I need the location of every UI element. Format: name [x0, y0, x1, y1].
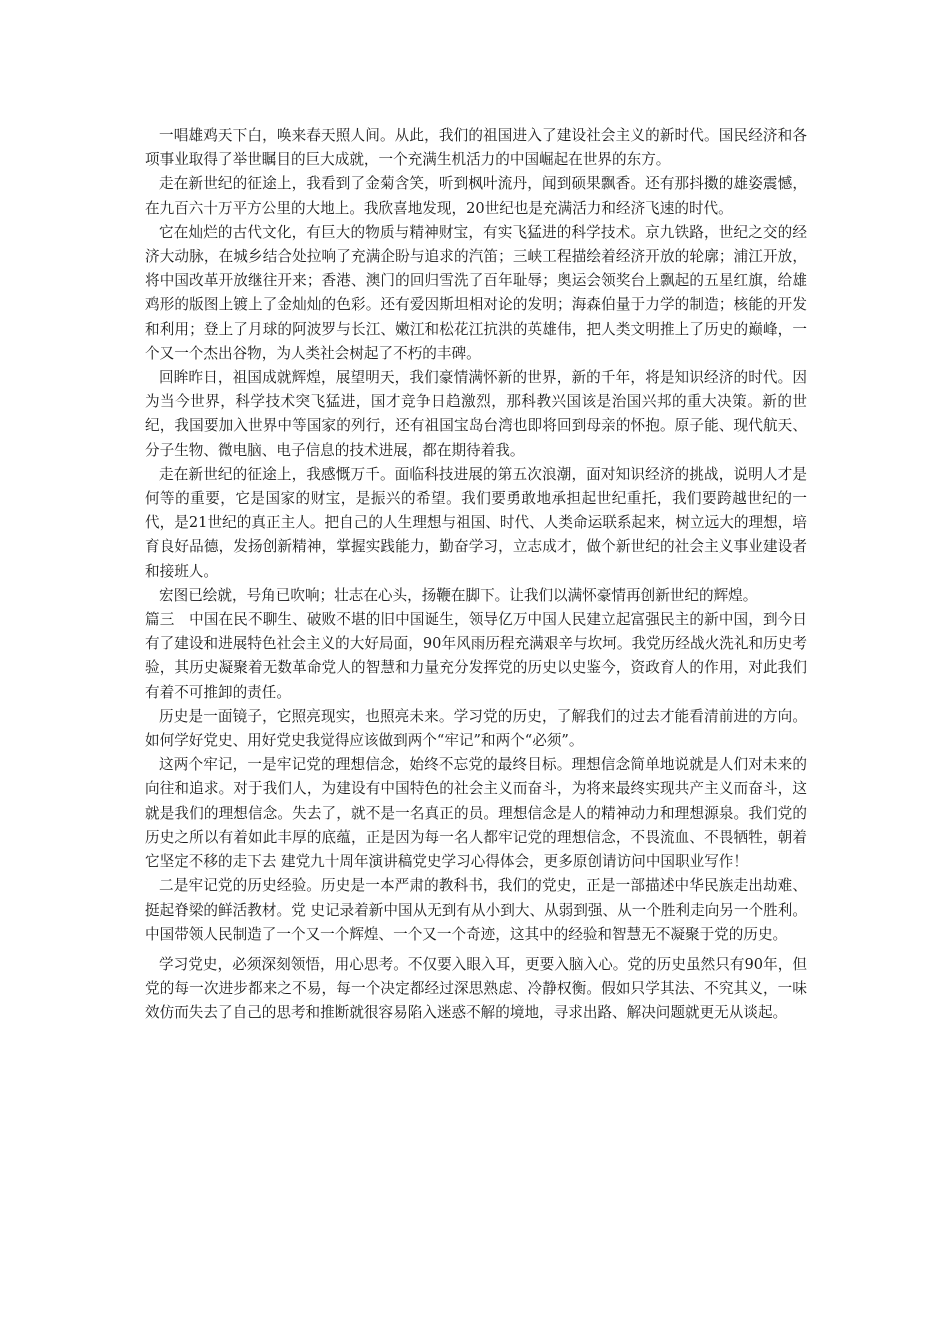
paragraph-11: 学习党史，必须深刻领悟，用心思考。不仅要入眼入耳，更要入脑入心。党的历史虽然只有90年，但党的每一次进步都来之不易，每一个决定都经过深思熟虑、冷静权衡。假如只学其法、不究其义，一味效仿而失去了自己的思考和推断就很容易陷入迷惑不解的境地，寻求出路、解决问题就更无从谈起。	[145, 955, 807, 1022]
paragraph-2: 走在新世纪的征途上，我看到了金菊含笑，听到枫叶流丹，闻到硕果飘香。还有那抖擞的雄姿震憾，在九百六十万平方公里的大地上。我欣喜地发现，20世纪也是充满活力和经济飞速的时代。	[145, 175, 807, 217]
paragraph-10: 二是牢记党的历史经验。历史是一本严肃的教科书，我们的党史，正是一部描述中华民族走出劫难、挺起脊梁的鲜活教材。党 史记录着新中国从无到有从小到大、从弱到强、从一个胜利走向另一个胜利。中国带领人民制造了一个又一个辉煌、一个又一个奇迹，这其中的经验和智慧无不凝聚于党的历史。	[145, 877, 807, 943]
paragraph-7: 篇三 中国在民不聊生、破败不堪的旧中国诞生，领导亿万中国人民建立起富强民主的新中国，到今日有了建设和进展特色社会主义的大好局面，90年风雨历程充满艰辛与坎坷。我党历经战火洗礼和历史考验，其历史凝聚着无数革命党人的智慧和力量充分发挥党的历史以史鉴今，资政育人的作用，对此我们有着不可推卸的责任。	[145, 611, 807, 701]
paragraph-4: 回眸昨日，祖国成就辉煌，展望明天，我们豪情满怀新的世界，新的千年，将是知识经济的时代。因为当今世界，科学技术突飞猛进，国才竞争日趋激烈，那科教兴国该是治国兴邦的重大决策。新的世纪，我国要加入世界中等国家的列行，还有祖国宝岛台湾也即将回到母亲的怀抱。原子能、现代航天、分子生物、微电脑、电子信息的技术进展，都在期待着我。	[145, 369, 807, 459]
paragraph-9: 这两个牢记，一是牢记党的理想信念，始终不忘党的最终目标。理想信念简单地说就是人们对未来的向往和追求。对于我们人，为建设有中国特色的社会主义而奋斗，为将来最终实现共产主义而奋斗，这就是我们的理想信念。失去了，就不是一名真正的员。理想信念是人的精神动力和理想源泉。我们党的历史之所以有着如此丰厚的底蕴，正是因为每一名人都牢记党的理想信念，不畏流血、不畏牺牲，朝着它坚定不移的走下去 建党九十周年演讲稿党史学习心得体会，更多原创请访问中国职业写作！	[145, 756, 807, 871]
paragraph-8: 历史是一面镜子，它照亮现实，也照亮未来。学习党的历史，了解我们的过去才能看清前进的方向。如何学好党史、用好党史我觉得应该做到两个“牢记”和两个“必须”。	[145, 707, 807, 750]
paragraph-1: 一唱雄鸡天下白，唤来春天照人间。从此，我们的祖国进入了建设社会主义的新时代。国民经济和各项事业取得了举世瞩目的巨大成就，一个充满生机活力的中国崛起在世界的东方。	[145, 127, 807, 169]
paragraph-3: 它在灿烂的古代文化，有巨大的物质与精神财宝，有实飞猛进的科学技术。京九铁路，世纪之交的经济大动脉，在城乡结合处拉响了充满企盼与追求的汽笛；三峡工程描绘着经济开放的轮廓；浦江开放，将中国改革开放继往开来；香港、澳门的回归雪洗了百年耻辱；奥运会领奖台上飘起的五星红旗，给雄鸡形的版图上镀上了金灿灿的色彩。还有爱因斯坦相对论的发明；海森伯量于力学的制造；核能的开发和利用；登上了月球的阿波罗与长江、嫩江和松花江抗洪的英雄伟，把人类文明推上了历史的巅峰，一个又一个杰出谷物，为人类社会树起了不朽的丰碑。	[145, 223, 807, 362]
document-body	[145, 124, 807, 1026]
paragraph-6: 宏图已绘就，号角已吹响；壮志在心头，扬鞭在脚下。让我们以满怀豪情再创新世纪的辉煌。	[159, 586, 758, 604]
paragraph-5: 走在新世纪的征途上，我感慨万千。面临科技进展的第五次浪潮，面对知识经济的挑战，说明人才是何等的重要，它是国家的财宝，是振兴的希望。我们要勇敢地承担起世纪重托，我们要跨越世纪的一代，是21世纪的真正主人。把自己的人生理想与祖国、时代、人类命运联系起来，树立远大的理想，培育良好品德，发扬创新精神，掌握实践能力，勤奋学习，立志成才，做个新世纪的社会主义事业建设者和接班人。	[145, 465, 807, 580]
